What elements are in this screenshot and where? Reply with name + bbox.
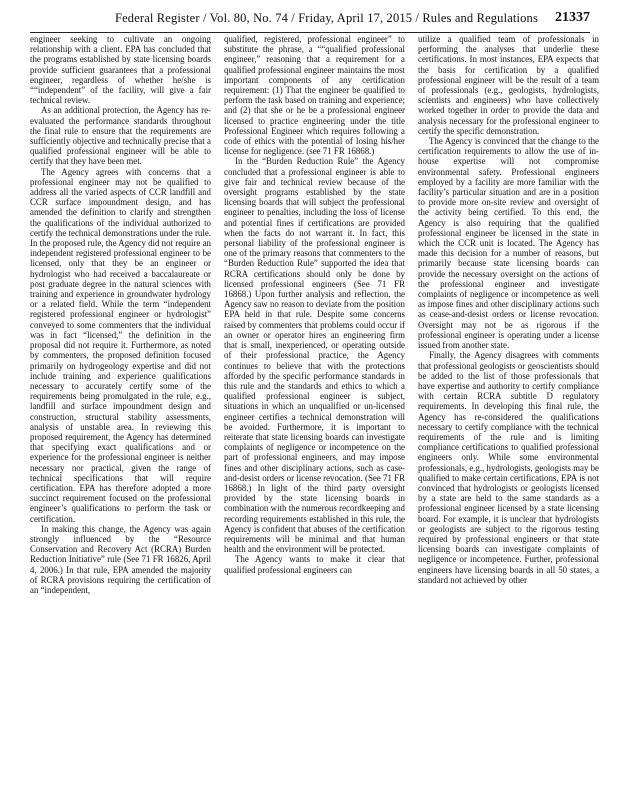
paragraph: utilize a qualified team of professionals in performing the analyses that underlie these certifications. In most instances, EPA expects that the basis for certification by a qualified professional engineer will be the result of a team of professionals (e.g., geologists, hydrologists, scientists and engineers) who have collectively worked together in order to provide the data and analysis necessary for the professional engineer to certify the specific demonstration. <box>418 34 599 136</box>
text-column-3 <box>418 34 599 786</box>
text-column-1 <box>30 34 211 786</box>
paragraph: In making this change, the Agency was again strongly influenced by the “Resource Conservation and Recovery Act (RCRA) Burden Reduction Initiative” rule (See 71 FR 16826, April 4, 2006.) In that rule, EPA amended the majority of RCRA provisions requiring the certification of an “independent, <box>30 523 211 595</box>
paragraph: As an additional protection, the Agency has re-evaluated the performance standards throughout the final rule to ensure that the requirements are sufficiently objective and technically precise that a qualified professional engineer will be able to certify that they have been met. <box>30 105 211 167</box>
paragraph: The Agency is convinced that the change to the certification requirements to allow the use of in-house expertise will not compromise environmental safety. Professional engineers employed by a facility are more familiar with the facility’s particular situation and are in a position to provide more on-site review and oversight of the activity being certified. To this end, the Agency is also requiring that the qualified professional engineer be licensed in the state in which the CCR unit is located. The Agency has made this decision for a number of reasons, but primarily because state licensing boards can provide the necessary oversight on the actions of the professional engineer and investigate complaints of negligence or incompetence as well as impose fines and other disciplinary actions such as cease-and-desist orders or license revocation. Oversight may not be as rigorous if the professional engineer is operating under a license issued from another state. <box>418 136 599 351</box>
paragraph: In the “Burden Reduction Rule” the Agency concluded that a professional engineer is able to give fair and technical review because of the oversight programs established by the state licensing boards that will subject the professional engineer to penalties, including the loss of license and potential fines if certifications are provided when the facts do not warrant it. In fact, this personal liability of the professional engineer is one of the primary reasons that commenters to the “Burden Reduction Rule” supported the idea that RCRA certifications should only be done by licensed professional engineers (See 71 FR 16868.) Upon further analysis and reflection, the Agency saw no reason to deviate from the position EPA held in that rule. Despite some concerns raised by commenters that problems could occur if an owner or operator hires an engineering firm that is small, inexperienced, or operating outside of their professional practice, the Agency continues to believe that with the protections afforded by the specific performance standards in this rule and the standards and ethics to which a qualified professional engineer is subject, situations in which an unqualified or un-licensed engineer certifies a technical demonstration will be avoided. Furthermore, it is important to reiterate that state licensing boards can investigate complaints of negligence or incompetence on the part of professional engineers, and may impose fines and other disciplinary actions, such as case-and-desist orders or license revocation. (See 71 FR 16868.) In light of the third party oversight provided by the state licensing boards in combination with the numerous recordkeeping and recording requirements established in this rule, the Agency is confident that abuses of the certification requirements will be minimal and that human health and the environment will be protected. <box>224 156 405 555</box>
paragraph: The Agency wants to make it clear that qualified professional engineers can <box>224 554 405 575</box>
page-number: 21337 <box>555 10 590 25</box>
paragraph: Finally, the Agency disagrees with comments that professional geologists or geoscientists should be added to the list of those professionals that have expertise and authority to certify compliance with certain RCRA subtitle D regulatory requirements. In developing this final rule, the Agency has re-considered the qualifications necessary to certify compliance with the technical requirements of the rule and is limiting compliance certifications to qualified professional engineers only. While some environmental professionals, e.g., hydrologists, geologists may be qualified to make certain certifications, EPA is not convinced that hydrologists or geologists licensed by a state are held to the same standards as a professional engineer licensed by a state licensing board. For example, it is unclear that hydrologists or geologists are subject to the rigorous testing required by professional engineers or that state licensing boards can investigate complaints of negligence or incompetence. Further, professional engineers have licensing boards in all 50 states, a standard not achieved by other <box>418 350 599 585</box>
running-header-title: Federal Register / Vol. 80, No. 74 / Friday, April 17, 2015 / Rules and Regulations <box>115 11 538 25</box>
paragraph: qualified, registered, professional engineer” to substitute the phrase, a ““qualified professional engineer,” reasoning that a requirement for a qualified professional engineer maintains the most important components of any certification requirement: (1) That the engineer be qualified to perform the task based on training and experience; and (2) that she or he be a professional engineer licensed to practice engineering under the title Professional Engineer which requires following a code of ethics with the potential of losing his/her license for negligence. (see 71 FR 16868.) <box>224 34 405 157</box>
paragraph: engineer seeking to cultivate an ongoing relationship with a client. EPA has concluded that the programs established by state licensing boards provide sufficient guarantees that a professional engineer, regardless of whether he/she is ““independent” of the facility, will give a fair technical review. <box>30 34 211 106</box>
paragraph: The Agency agrees with concerns that a professional engineer may not be qualified to address all the varied aspects of CCR landfill and CCR surface impoundment design, and has amended the definition to clarify and strengthen the qualifications of the individual authorized to certify the technical demonstrations under the rule. In the proposed rule, the Agency did not require an independent registered professional engineer to be licensed, only that they be an engineer or hydrologist who had received a baccalaureate or post graduate degree in the natural sciences with training and experience in groundwater hydrology or a related field. While the term “independent registered professional engineer or hydrologist” conveyed to some commenters that the individual was in fact “licensed,” the definition in the proposal did not require it. Furthermore, as noted by commenters, the proposed definition focused primarily on hydrogeology expertise and did not include training and experience qualifications necessary to accurately certify some of the requirements being promulgated in the rule, e.g., landfill and surface impoundment design and construction, structural stability assessments, analysis of unstable area. In reviewing this proposed requirement, the Agency has determined that specifying exact qualifications and or experience for the professional engineer is neither necessary nor practical, given the range of technical specifications that will require certification. EPA has therefore adopted a more succinct requirement focused on the professional engineer’s qualifications to perform the task or certification. <box>30 166 211 524</box>
text-column-2 <box>224 34 405 786</box>
page-header <box>30 10 590 33</box>
